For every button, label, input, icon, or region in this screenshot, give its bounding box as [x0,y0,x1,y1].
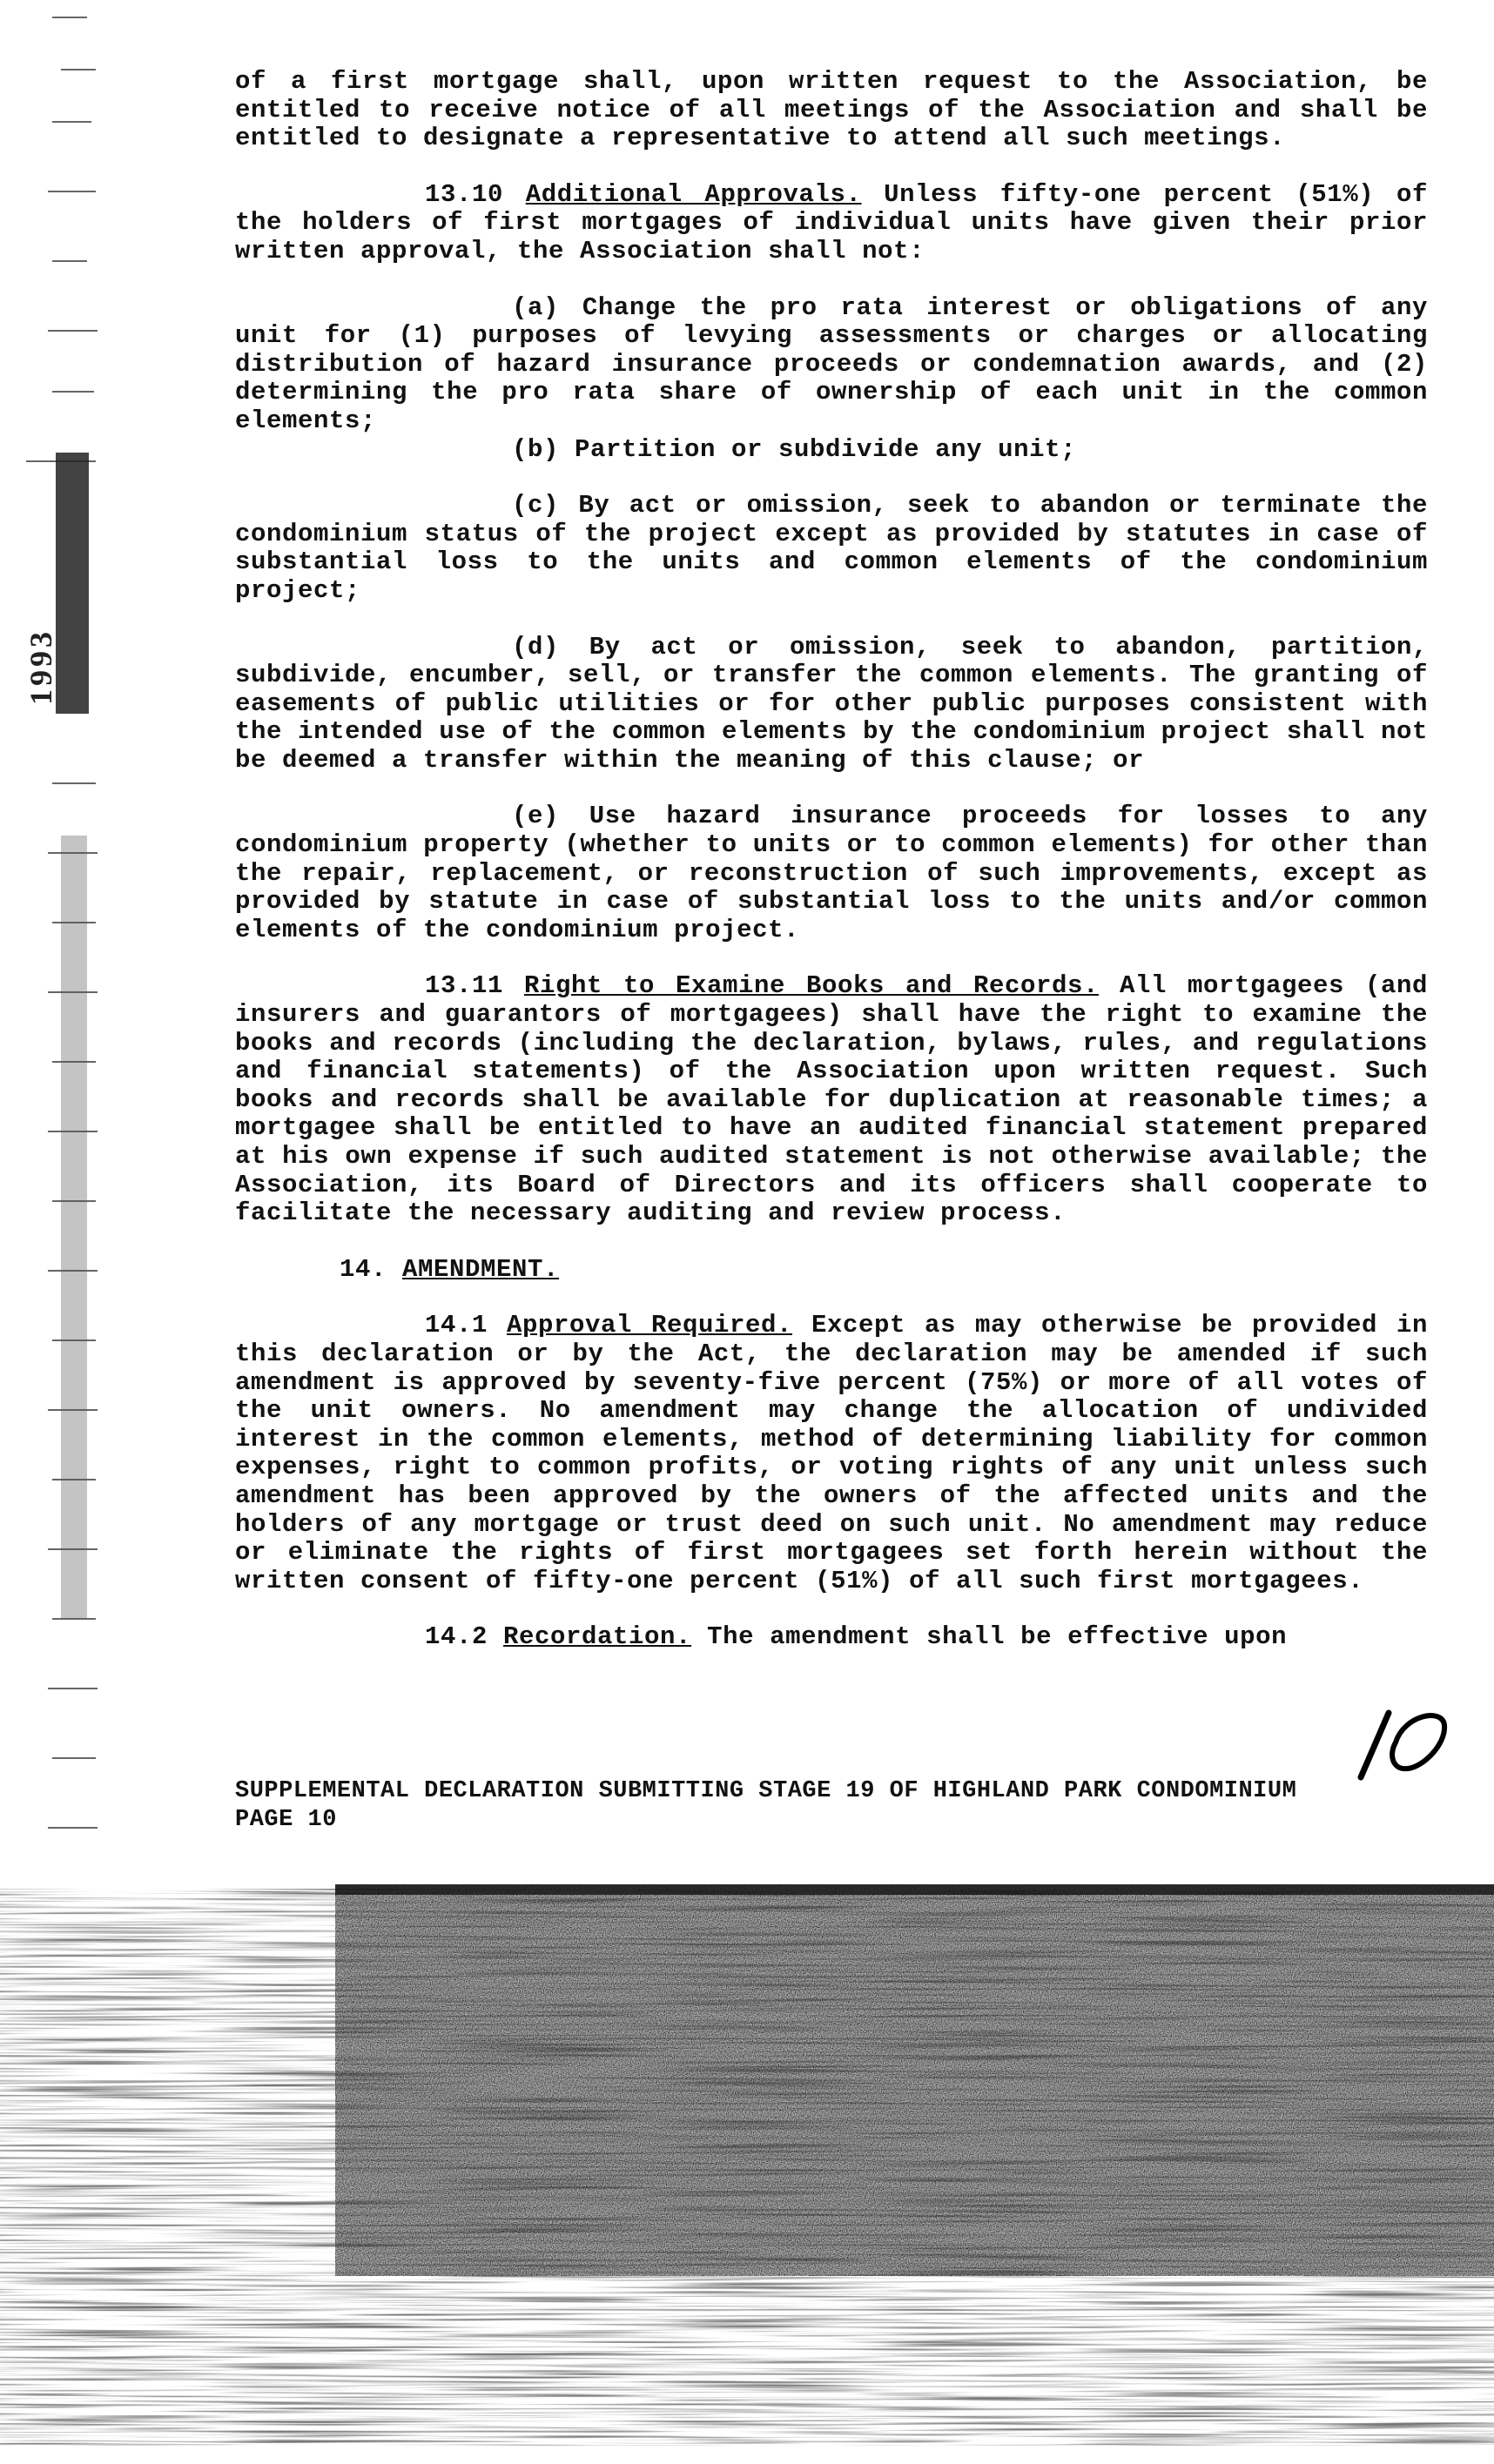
clause-c: (c) By act or omission, seek to abandon or terminate the condominium status of the project except as provided by statutes in case of substantial loss to the units and common elements of the condominium project; [235,491,1428,605]
section-text: The amendment shall be effective upon [691,1622,1288,1652]
scan-noise-region [0,1871,1494,2464]
section-number: 13.11 [425,971,504,1001]
section-text: All mortgagees (and insurers and guarantors of mortgagees) shall have the right to examine the books and records (including the declaration, bylaws, rules, and regulations and financial statements) of the Association upon written request. Such books and records shall be available for duplication at reasonable times; a mortgagee shall be entitled to have an audited financial statement prepared at his own expense if such audited statement is not otherwise available; the Association, its Board of Directors and its officers shall cooperate to facilitate the necessary auditing and review process. [235,971,1428,1228]
section-number: 14.2 [425,1622,488,1652]
footer-page-label: PAGE 10 [235,1807,337,1833]
section-number: 14. [340,1254,387,1284]
stamp-year: 1993 [24,628,58,705]
section-title: Approval Required. [507,1311,793,1340]
section-14-heading [235,1256,1428,1285]
clause-b: (b) Partition or subdivide any unit; [512,434,1077,464]
page-footer [235,1777,1437,1835]
section-13-11 [235,972,1428,1227]
section-title: Recordation. [503,1622,692,1652]
filing-date-stamp [23,487,66,705]
section-number: 13.10 [425,179,504,209]
clause-e: (e) Use hazard insurance proceeds for losses to any condominium property (whether to units or to common elements) for other than the repair, replacement, or reconstruction of such improvements, except as provided by statute in case of substantial loss to the units and/or common elements of the condominium project. [235,802,1428,944]
handwritten-page-number [1354,1706,1450,1784]
section-14-2 [235,1623,1428,1652]
section-number: 14.1 [425,1311,488,1340]
footer-title: SUPPLEMENTAL DECLARATION SUBMITTING STAGE 19 OF HIGHLAND PARK CONDOMINIUM [235,1778,1297,1804]
section-title: Additional Approvals. [525,179,862,209]
clause-a: (a) Change the pro rata interest or obligations of any unit for (1) purposes of levying assessments or charges or allocating distribution of hazard insurance proceeds or condemnation awards, and (2) determining the pro rata share of ownership of each unit in the common elements; [235,292,1428,435]
section-title: AMENDMENT. [402,1254,560,1284]
clause-d: (d) By act or omission, seek to abandon, partition, subdivide, encumber, sell, or transfer the common elements. The granting of easements of public utilities or for other public purposes consistent with the intended use of the common elements by the condominium project shall not be deemed a transfer within the meaning of this clause; or [235,632,1428,775]
section-text: Except as may otherwise be provided in this declaration or by the Act, the declaration may be amended if such amendment is approved by seventy-five percent (75%) or more of all votes of the unit owners. No amendment may change the allocation of undivided interest in the common elements, method of determining liability for common expenses, right to common profits, or voting rights of any unit unless such amendment has been approved by the owners of the affected units and the holders of any mortgage or trust deed on such unit. No amendment may reduce or eliminate the rights of first mortgagees set forth herein without the written consent of fifty-one percent (51%) of all such first mortgagees. [235,1311,1428,1595]
document-body [235,68,1428,1652]
section-title: Right to Examine Books and Records. [524,971,1099,1001]
paragraph-continuation: of a first mortgage shall, upon written request to the Association, be entitled to receive notice of all meetings of the Association and shall be entitled to designate a representative to attend all such meetings. [235,67,1428,153]
section-text: Unless fifty-one percent (51%) of the holders of first mortgages of individual units have given their prior written approval, the Association shall not: [235,179,1428,265]
section-13-10 [235,181,1428,266]
section-14-1 [235,1312,1428,1595]
